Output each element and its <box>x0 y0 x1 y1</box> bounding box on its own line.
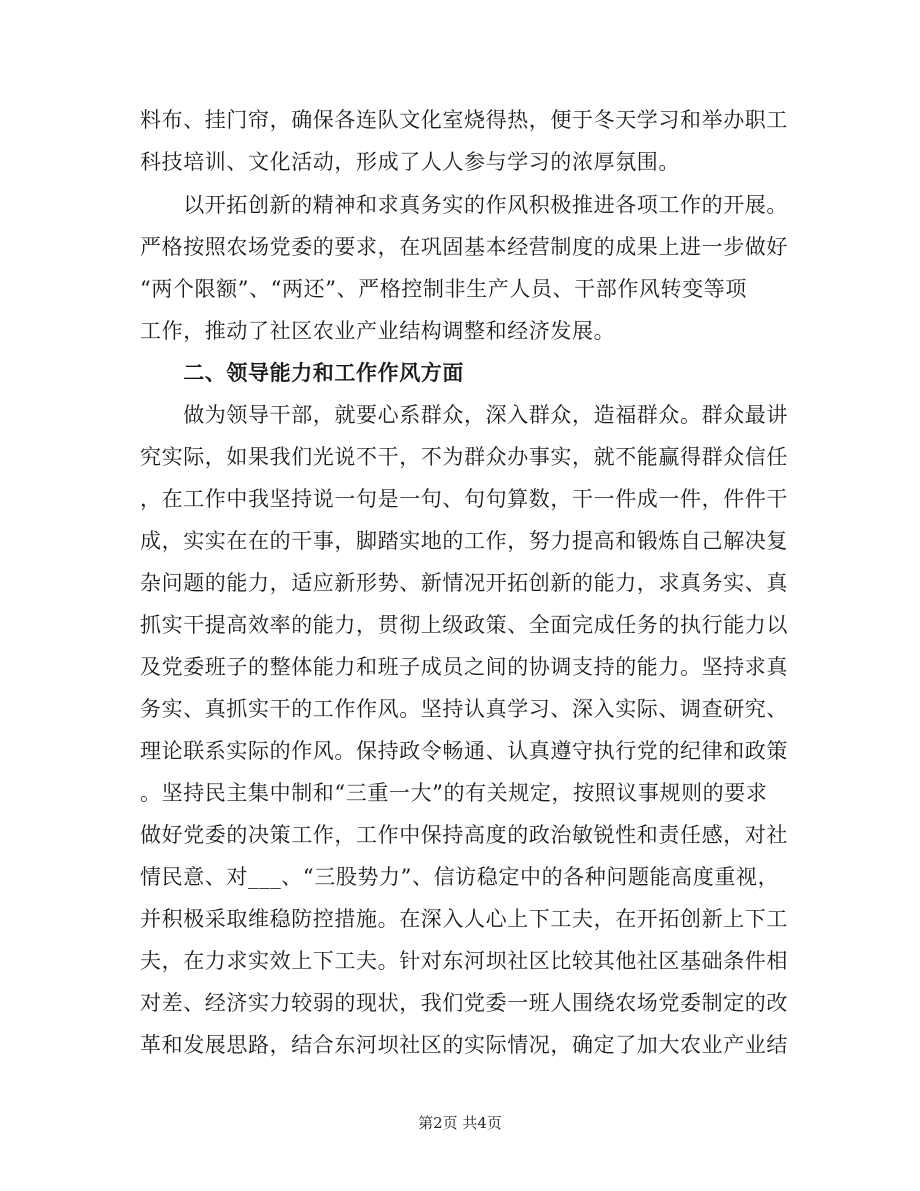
body-text-line: 究实际，如果我们光说不干，不为群众办事实，就不能赢得群众信任 <box>140 445 788 469</box>
body-text-line: 成，实实在在的干事，脚踏实地的工作，努力提高和锻炼自己解决复 <box>140 529 788 553</box>
body-text-line: 做为领导干部，就要心系群众，深入群众，造福群众。群众最讲 <box>140 403 788 427</box>
body-text-line: 杂问题的能力，适应新形势、新情况开拓创新的能力，求真务实、真 <box>140 571 788 595</box>
body-text-line: 严格按照农场党委的要求，在巩固基本经营制度的成果上进一步做好 <box>140 235 788 259</box>
body-text-line: 夫，在力求实效上下工夫。针对东河坝社区比较其他社区基础条件相 <box>140 949 788 973</box>
body-text-line: “两个限额”、“两还”、严格控制非生产人员、干部作风转变等项 <box>140 277 747 301</box>
body-text-line: 。坚持民主集中制和“三重一大”的有关规定，按照议事规则的要求 <box>140 781 768 805</box>
section-heading: 二、领导能力和工作作风方面 <box>140 360 464 385</box>
body-text-line: 理论联系实际的作风。保持政令畅通、认真遵守执行党的纪律和政策 <box>140 739 788 763</box>
body-text-line: 以开拓创新的精神和求真务实的作风积极推进各项工作的开展。 <box>140 193 788 217</box>
body-text-line: 并积极采取维稳防控措施。在深入人心上下工夫，在开拓创新上下工 <box>140 907 788 931</box>
body-text-line: 工作，推动了社区农业产业结构调整和经济发展。 <box>140 319 616 343</box>
body-text-line: 对差、经济实力较弱的现状，我们党委一班人围绕农场党委制定的改 <box>140 991 788 1015</box>
body-text-line: 科技培训、文化活动，形成了人人参与学习的浓厚氛围。 <box>140 150 680 174</box>
body-text-line: 务实、真抓实干的工作作风。坚持认真学习、深入实际、调查研究、 <box>140 697 788 721</box>
body-text-line: 做好党委的决策工作，工作中保持高度的政治敏锐性和责任感，对社 <box>140 823 788 847</box>
body-text-line: 抓实干提高效率的能力，贯彻上级政策、全面完成任务的执行能力以 <box>140 613 788 637</box>
body-text-line: ，在工作中我坚持说一句是一句、句句算数，干一件成一件，件件干 <box>140 487 788 511</box>
page-number-footer: 第2页 共4页 <box>418 1114 502 1132</box>
body-text-line: 革和发展思路，结合东河坝社区的实际情况，确定了加大农业产业结 <box>140 1033 788 1057</box>
body-text-line: 料布、挂门帘，确保各连队文化室烧得热，便于冬天学习和举办职工 <box>140 108 788 132</box>
body-text-line: 及党委班子的整体能力和班子成员之间的协调支持的能力。坚持求真 <box>140 655 788 679</box>
body-text-line: 情民意、对___、“三股势力”、信访稳定中的各种问题能高度重视， <box>140 865 780 889</box>
